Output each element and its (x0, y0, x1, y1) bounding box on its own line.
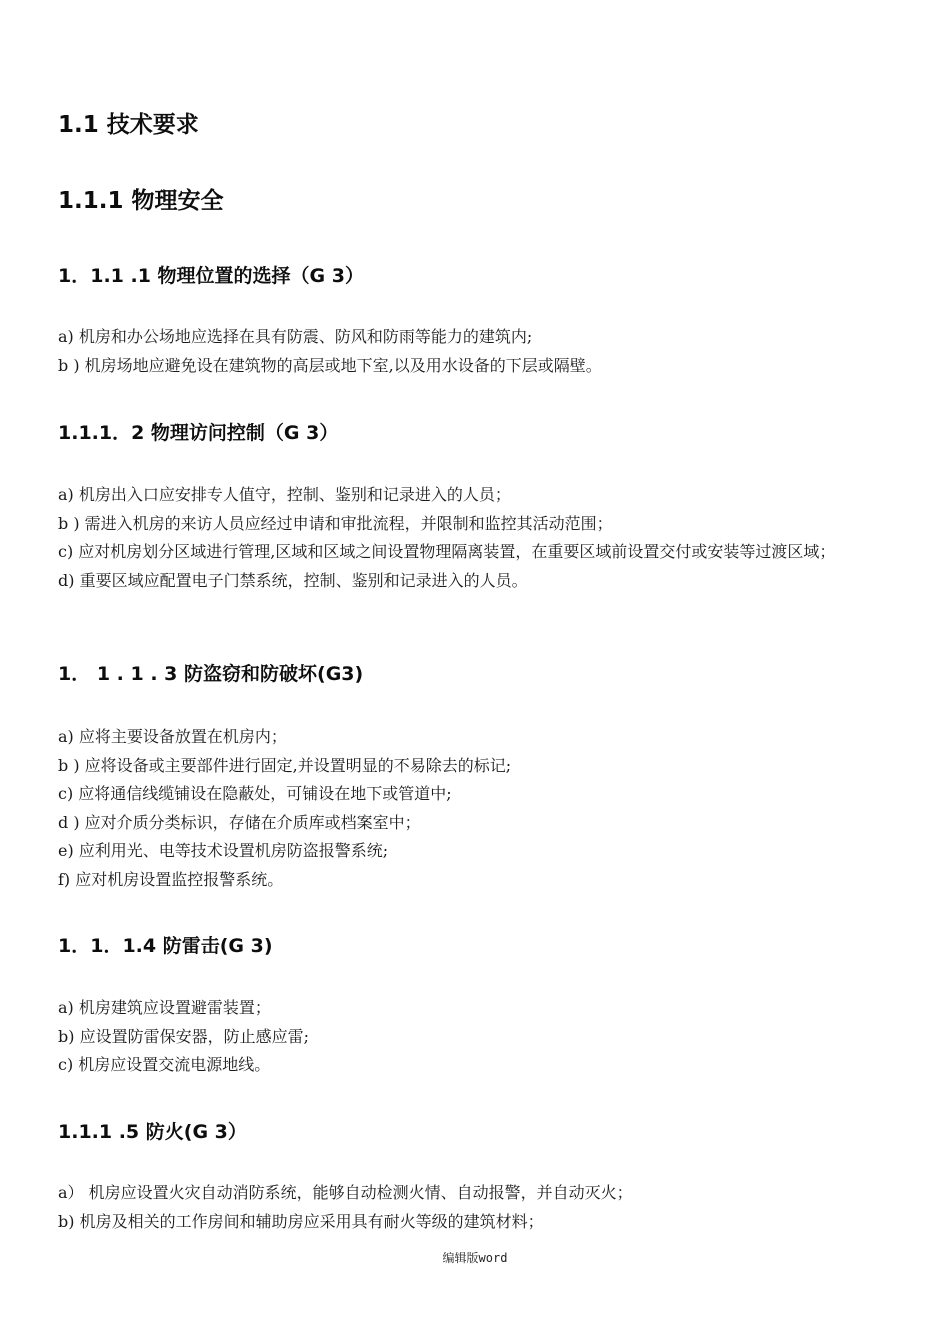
list-item: b ) 需进入机房的来访人员应经过申请和审批流程，并限制和监控其活动范围； (58, 513, 613, 533)
heading-physical-security: 1.1.1 物理安全 (58, 188, 224, 214)
section-physical-location (58, 323, 936, 380)
list-item: c) 应将通信线缆铺设在隐蔽处，可铺设在地下或管道中; (58, 784, 452, 803)
list-item: b) 应设置防雷保安器，防止感应雷; (58, 1026, 309, 1046)
heading-technical-requirements: 1.1 技术要求 (58, 112, 199, 138)
section-fire-protection (58, 1179, 936, 1236)
section-anti-theft (58, 723, 936, 894)
list-item: b) 机房及相关的工作房间和辅助房应采用具有耐火等级的建筑材料； (58, 1211, 544, 1231)
list-item: f) 应对机房设置监控报警系统。 (58, 869, 284, 889)
list-item: a) 应将主要设备放置在机房内； (58, 727, 287, 746)
heading-fire-protection: 1.1.1 .5 防火(G 3） (58, 1121, 247, 1143)
list-item: d ) 应对介质分类标识，存储在介质库或档案室中； (58, 812, 421, 832)
list-item: c) 机房应设置交流电源地线。 (58, 1055, 271, 1074)
list-item: e) 应利用光、电等技术设置机房防盗报警系统; (58, 841, 389, 860)
heading-physical-access-control: 1.1.1．2 物理访问控制（G 3） (58, 422, 339, 444)
list-item: b ) 应将设备或主要部件进行固定,并设置明显的不易除去的标记; (58, 755, 512, 775)
page-footer: 编辑版word (442, 1251, 508, 1265)
heading-physical-location: 1．1.1 .1 物理位置的选择（G 3） (58, 265, 364, 287)
list-item: c) 应对机房划分区域进行管理,区域和区域之间设置物理隔离装置，在重要区域前设置交付或安装等过渡区域； (58, 542, 836, 561)
section-physical-access-control (58, 481, 936, 595)
heading-lightning-protection: 1．1．1.4 防雷击(G 3) (58, 935, 273, 957)
section-lightning-protection (58, 994, 936, 1080)
list-item: d) 重要区域应配置电子门禁系统，控制、鉴别和记录进入的人员。 (58, 570, 528, 590)
list-item: a） 机房应设置火灾自动消防系统，能够自动检测火情、自动报警，并自动灭火； (58, 1183, 633, 1202)
list-item: a) 机房建筑应设置避雷装置； (58, 998, 271, 1017)
heading-anti-theft: 1． 1 . 1 . 3 防盗窃和防破坏(G3) (58, 663, 364, 685)
list-item: a) 机房和办公场地应选择在具有防震、防风和防雨等能力的建筑内; (58, 327, 533, 346)
list-item: a) 机房出入口应安排专人值守，控制、鉴别和记录进入的人员； (58, 485, 511, 504)
list-item: b ) 机房场地应避免设在建筑物的高层或地下室,以及用水设备的下层或隔壁。 (58, 355, 602, 375)
